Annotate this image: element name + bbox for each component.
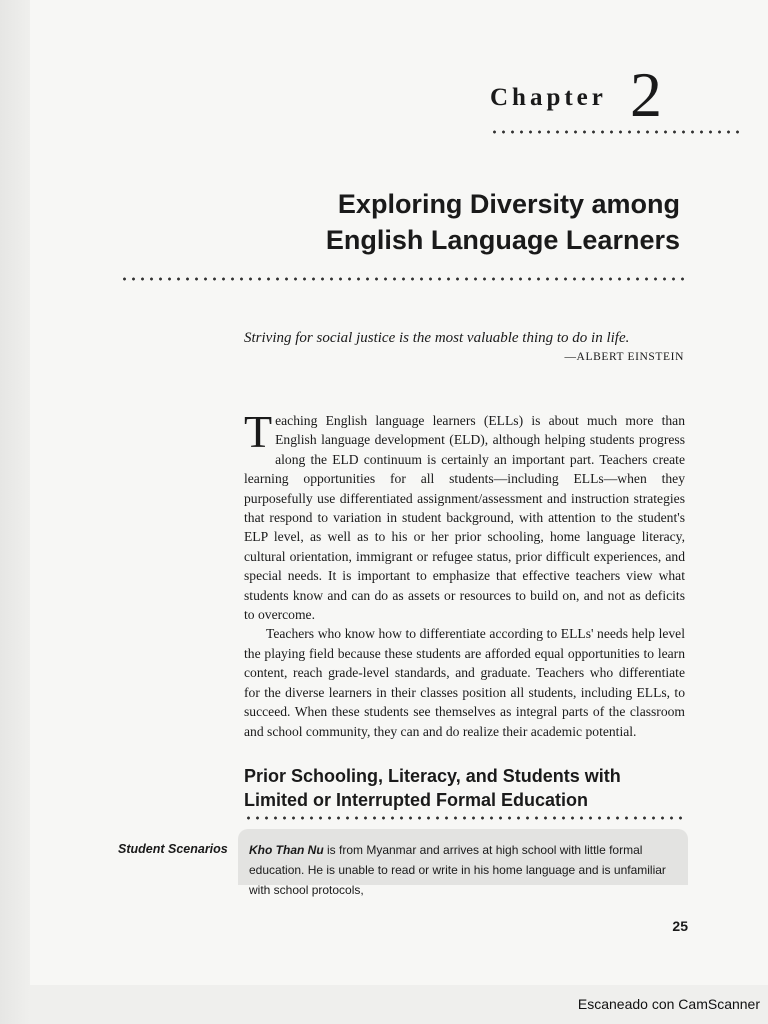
section-heading-line2: Limited or Interrupted Formal Education <box>244 790 589 810</box>
scenario-description: is from Myanmar and arrives at high school with little formal education. He is unable to read or write in his home language and is unfamiliar with school protocols, <box>249 843 666 897</box>
section-heading-line1: Prior Schooling, Literacy, and Students with <box>244 766 621 786</box>
section-heading <box>244 764 684 812</box>
paragraph-1-text: eaching English language learners (ELLs) is about much more than English language development (ELD), although helping students progress along the ELD continuum is certainly an important part. Teachers create learning opportunities for all students—including ELLs—when they purposefully use differentiated assignment/assessment and instruction strategies that respond to variation in student background, with attention to the student's ELP level, as well as to his or her prior schooling, home language literacy, cultural orientation, immigrant or refugee status, prior difficult experiences, and special needs. It is important to emphasize that effective teachers view what students know and can do as assets or resources to build on, and not as deficits to overcome. <box>244 413 685 623</box>
chapter-dotted-rule <box>490 130 740 134</box>
scan-edge-shadow <box>0 0 30 1024</box>
scenario-label: Student Scenarios <box>118 842 228 856</box>
chapter-title <box>250 186 680 258</box>
paragraph-2: Teachers who know how to differentiate according to ELLs' needs help level the playing field because these students are afforded equal opportunities to learn content, reach grade-level standards, and graduate. Teachers who differentiate for the diverse learners in their classes position all students, including ELLs, to succeed. When these students see themselves as integral parts of the classroom and school community, they can and do realize their academic potential. <box>244 626 685 739</box>
drop-cap: T <box>244 406 273 457</box>
body-text <box>244 406 685 741</box>
scenario-text <box>249 840 685 900</box>
section-dotted-rule <box>244 816 688 820</box>
scenario-student-name: Kho Than Nu <box>249 843 324 857</box>
epigraph-quote: Striving for social justice is the most valuable thing to do in life. <box>244 330 630 346</box>
page-number: 25 <box>672 918 688 934</box>
epigraph-author: —ALBERT EINSTEIN <box>564 351 684 363</box>
chapter-label: Chapter <box>490 84 607 111</box>
chapter-number: 2 <box>630 59 662 130</box>
title-dotted-rule <box>120 277 685 281</box>
paragraph-1 <box>244 406 685 624</box>
scanner-watermark: Escaneado con CamScanner <box>577 996 760 1012</box>
chapter-title-line2: English Language Learners <box>325 225 680 255</box>
chapter-title-line1: Exploring Diversity among <box>337 189 680 219</box>
